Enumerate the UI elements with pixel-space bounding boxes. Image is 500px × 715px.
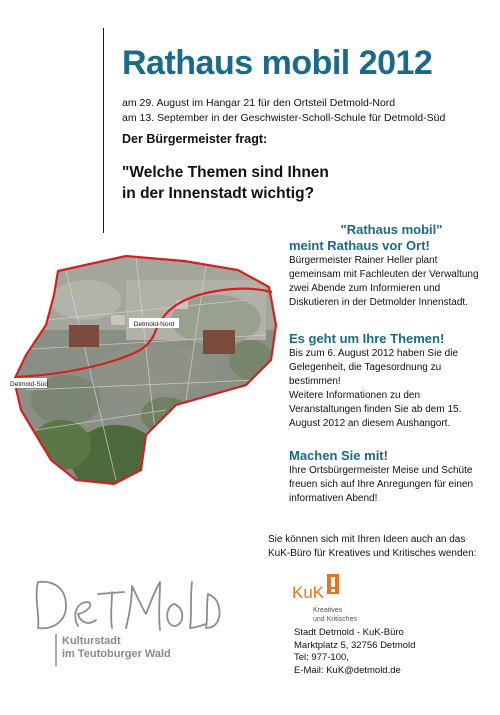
body-line: Veranstaltungen finden Sie ab dem 15. bbox=[289, 404, 462, 415]
body-line: freuen sich auf Ihre Anregungen für einen bbox=[289, 479, 474, 490]
body-line: Bürgermeister Rainer Heller plant bbox=[289, 255, 438, 266]
body-line: Ihre Ortsbürgermeister Meise und Schüte bbox=[289, 465, 473, 476]
section-body bbox=[289, 464, 494, 506]
body-line: Weitere Informationen zu den bbox=[289, 390, 421, 401]
body-line: informativen Abend! bbox=[289, 493, 378, 504]
event-dates bbox=[122, 96, 445, 126]
detmold-tagline: Kulturstadt bbox=[62, 635, 121, 647]
section-machen-sie-mit bbox=[289, 448, 494, 506]
detmold-wordmark bbox=[37, 582, 220, 630]
intro-line: Sie können sich mit Ihren Ideen auch an das bbox=[268, 534, 466, 545]
divider-line bbox=[103, 28, 104, 233]
contact-address bbox=[294, 627, 415, 677]
address-line: Marktplatz 5, 32756 Detmold bbox=[294, 639, 416, 651]
map-label-south: Detmold-Süd bbox=[10, 381, 48, 388]
email-line: E-Mail: KuK@detmold.de bbox=[294, 664, 401, 676]
section-heading: Machen Sie mit! bbox=[289, 448, 388, 463]
body-line: Diskutieren in der Detmolder Innenstadt. bbox=[289, 297, 468, 308]
section-body bbox=[289, 347, 494, 431]
mayor-asks: Der Bürgermeister fragt: bbox=[122, 132, 268, 146]
main-question bbox=[122, 162, 329, 204]
section-themen bbox=[289, 331, 494, 431]
body-line: Bis zum 6. August 2012 haben Sie die bbox=[289, 348, 459, 359]
question-line: in der Innenstadt wichtig? bbox=[122, 185, 315, 202]
address-line: Stadt Detmold - KuK-Büro bbox=[294, 627, 404, 638]
section-body bbox=[289, 254, 494, 310]
section-heading: meint Rathaus vor Ort! bbox=[289, 238, 430, 253]
section-heading: "Rathaus mobil" bbox=[340, 222, 443, 237]
intro-line: KuK-Büro für Kreatives und Kritisches wenden: bbox=[268, 548, 477, 559]
kuk-logo bbox=[292, 573, 382, 625]
kuk-mark: KuK bbox=[292, 583, 325, 602]
kuk-tagline: Kreatives bbox=[313, 607, 343, 614]
body-line: Gelegenheit, die Tagesordnung zu bbox=[289, 362, 442, 373]
date-line-south: am 13. September in der Geschwister-Scholl-Schule für Detmold-Süd bbox=[122, 112, 446, 124]
kuk-tagline: und Kritisches bbox=[313, 616, 357, 623]
body-line: August 2012 an diesem Aushangort. bbox=[289, 418, 451, 429]
section-heading: Es geht um Ihre Themen! bbox=[289, 331, 445, 346]
body-line: gemeinsam mit Fachleuten der Verwaltung bbox=[289, 269, 479, 280]
question-line: "Welche Themen sind Ihnen bbox=[122, 164, 329, 181]
address-line: Tel: 977-100, bbox=[294, 652, 349, 663]
aerial-map bbox=[6, 240, 281, 500]
body-line: bestimmen! bbox=[289, 376, 341, 387]
date-line-north: am 29. August im Hangar 21 für den Ortsteil Detmold-Nord bbox=[122, 97, 396, 109]
map-label-north: Detmold-Nord bbox=[133, 321, 175, 328]
section-rathaus-mobil bbox=[289, 222, 494, 310]
contact-intro bbox=[268, 533, 476, 561]
detmold-tagline: im Teutoburger Wald bbox=[62, 648, 171, 660]
body-line: zwei Abende zum Informieren und bbox=[289, 283, 441, 294]
page-title: Rathaus mobil 2012 bbox=[122, 44, 433, 82]
detmold-logo bbox=[32, 568, 222, 688]
